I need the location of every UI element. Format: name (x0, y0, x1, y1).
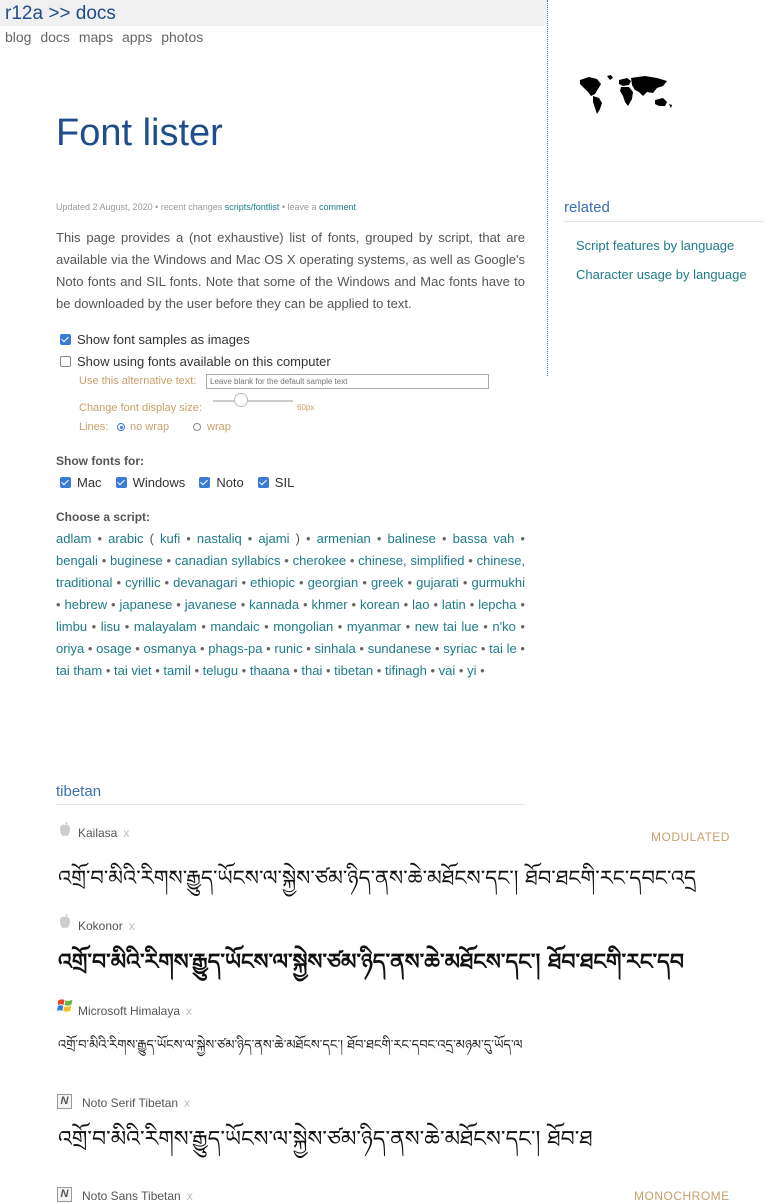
script-link-adlam[interactable]: adlam (56, 531, 92, 546)
script-separator: • (97, 553, 111, 568)
script-link-greek[interactable]: greek (370, 575, 404, 590)
script-link-bengali[interactable]: bengali (56, 553, 98, 568)
remove-font-button[interactable]: x (123, 826, 130, 840)
related-heading: related (564, 199, 610, 216)
script-link-limbu[interactable]: limbu (56, 619, 88, 634)
script-link-yi[interactable]: yi (467, 663, 477, 678)
script-separator: • (401, 619, 415, 634)
script-separator: • (280, 553, 293, 568)
script-separator: • (464, 553, 477, 568)
site-home-link[interactable]: r12a (5, 3, 44, 24)
page-title: Font lister (56, 112, 223, 154)
show-fonts-heading: Show fonts for: (56, 454, 144, 468)
script-link-ethiopic[interactable]: ethiopic (250, 575, 295, 590)
font-name-noto-sans-tibetan (82, 1189, 193, 1203)
script-link-new-tai-lue[interactable]: new tai lue (414, 619, 479, 634)
vendor-mac-checkbox[interactable] (60, 477, 71, 488)
script-link-balinese[interactable]: balinese (387, 531, 436, 546)
script-separator: • (259, 619, 274, 634)
script-separator: • (237, 575, 251, 590)
nav-maps[interactable]: maps (78, 29, 114, 45)
size-slider-thumb[interactable] (234, 393, 248, 407)
script-separator: • (299, 531, 317, 546)
script-link-gujarati[interactable]: gujarati (416, 575, 459, 590)
script-separator: • (322, 663, 335, 678)
script-link-ajami[interactable]: ajami (258, 531, 290, 546)
script-separator: • (162, 553, 175, 568)
style-tag: MONOCHROME (634, 1189, 730, 1203)
breadcrumb-separator: >> (48, 3, 71, 24)
site-title (5, 3, 116, 25)
script-link-korean[interactable]: korean (360, 597, 400, 612)
updated-mid-text: • leave a (281, 202, 317, 212)
script-separator: • (478, 619, 493, 634)
script-link-hebrew[interactable]: hebrew (64, 597, 108, 612)
updated-text: Updated 2 August, 2020 • recent changes (56, 202, 223, 212)
script-link-devanagari[interactable]: devanagari (173, 575, 238, 590)
size-label: Change font display size: (79, 402, 202, 414)
script-separator: • (120, 619, 134, 634)
font-name-label: Kokonor (78, 919, 123, 933)
show-local-checkbox[interactable] (60, 356, 71, 367)
script-separator: • (302, 641, 315, 656)
script-separator: • (289, 663, 302, 678)
script-separator: • (458, 575, 472, 590)
script-link-cherokee[interactable]: cherokee (292, 553, 347, 568)
windows-icon (57, 998, 74, 1014)
script-link-tai-viet[interactable]: tai viet (114, 663, 152, 678)
script-link-canadian-syllabics[interactable]: canadian syllabics (174, 553, 281, 568)
script-link-osmanya[interactable]: osmanya (143, 641, 197, 656)
script-separator: • (333, 619, 347, 634)
script-separator: • (358, 575, 371, 590)
script-link-malayalam[interactable]: malayalam (133, 619, 197, 634)
remove-font-button[interactable]: x (184, 1096, 191, 1110)
script-list: adlam • arabic ( kufi • nastaliq • ajami ) • armenian • balinese • bassa vah • bengali • buginese • canadian syllabics • cherokee • chinese, simplified • chinese, traditional • cyrillic • devanagari • ethiopic • georgian • greek • gujarati • gurmukhi • hebrew • japanese • javanese • kannada • khmer • korean • lao • latin • lepcha • limbu • lisu • malayalam • mandaic • mongolian • myanmar • new tai lue • n'ko • oriya • osage • osmanya • phags-pa • runic • sinhala • sundanese • syriac • tai le • tai tham • tai viet • tamil • telugu • thaana • thai • tibetan • tifinagh • vai • yi • (56, 531, 526, 678)
script-link-georgian[interactable]: georgian (307, 575, 359, 590)
comment-link[interactable]: comment (319, 202, 357, 212)
script-link-arabic[interactable]: arabic (108, 531, 144, 546)
script-link-telugu[interactable]: telugu (202, 663, 239, 678)
script-link-mongolian[interactable]: mongolian (273, 619, 334, 634)
section-divider (56, 804, 525, 805)
script-link-tai-tham[interactable]: tai tham (56, 663, 103, 678)
script-separator: • (102, 663, 115, 678)
vendor-sil-label: SIL (274, 475, 295, 490)
show-images-label: Show font samples as images (77, 332, 250, 347)
script-link-thaana[interactable]: thaana (249, 663, 290, 678)
script-link-japanese[interactable]: japanese (119, 597, 173, 612)
vendor-mac[interactable] (60, 475, 102, 490)
vendor-windows-label: Windows (132, 475, 186, 490)
size-slider-track[interactable] (213, 400, 293, 402)
script-separator: • (476, 663, 485, 678)
script-separator: • (236, 597, 250, 612)
script-separator: • (347, 597, 360, 612)
script-link-sinhala[interactable]: sinhala (314, 641, 356, 656)
script-separator: • (84, 641, 97, 656)
script-separator: • (151, 663, 164, 678)
nav-blog[interactable]: blog (5, 29, 32, 45)
script-link-latin[interactable]: latin (441, 597, 466, 612)
vendor-sil-checkbox[interactable] (258, 477, 269, 488)
script-link-cyrillic[interactable]: cyrillic (125, 575, 161, 590)
script-separator: • (431, 641, 444, 656)
script-link-lao[interactable]: lao (412, 597, 430, 612)
nowrap-label: no wrap (130, 421, 170, 433)
script-separator: • (399, 597, 413, 612)
script-link-lisu[interactable]: lisu (100, 619, 121, 634)
vendor-windows[interactable] (116, 475, 186, 490)
vendor-windows-checkbox[interactable] (116, 477, 127, 488)
script-separator: • (346, 553, 359, 568)
intro-paragraph: This page provides a (not exhaustive) list of fonts, grouped by script, that are available via the Windows and Mac OS X operating systems, as well as Google's Noto fonts and SIL fonts. Note that some of the Windows and Mac fonts have to be downloaded by the user before they can be applied to text. (56, 230, 525, 311)
script-separator: • (112, 575, 126, 590)
noto-icon: N (57, 1094, 72, 1109)
script-separator: • (515, 619, 525, 634)
lines-label: Lines: (79, 421, 109, 433)
section-title: tibetan (56, 783, 102, 800)
script-link-vai[interactable]: vai (438, 663, 456, 678)
script-link-bassa-vah[interactable]: bassa vah (452, 531, 515, 546)
script-link-tibetan[interactable]: tibetan (334, 663, 374, 678)
script-link-mandaic[interactable]: mandaic (210, 619, 260, 634)
script-separator: • (56, 597, 65, 612)
script-link-javanese[interactable]: javanese (184, 597, 237, 612)
show-images-option[interactable] (60, 332, 250, 347)
script-separator: • (241, 531, 259, 546)
apple-icon (57, 913, 73, 929)
script-separator: • (190, 663, 203, 678)
script-separator: • (294, 575, 308, 590)
related-divider (564, 221, 764, 222)
script-link-kannada[interactable]: kannada (249, 597, 300, 612)
font-name-label: Kailasa (78, 826, 118, 840)
script-separator: • (131, 641, 144, 656)
script-link-thai[interactable]: thai (301, 663, 323, 678)
remove-font-button[interactable]: x (128, 919, 135, 933)
script-separator: • (172, 597, 185, 612)
script-separator: • (455, 663, 468, 678)
vendor-noto-checkbox[interactable] (199, 477, 210, 488)
breadcrumb-docs-link[interactable]: docs (75, 3, 116, 24)
column-divider (547, 0, 548, 376)
nav-docs[interactable]: docs (40, 29, 70, 45)
script-link-nastaliq[interactable]: nastaliq (196, 531, 242, 546)
top-nav (5, 29, 208, 45)
font-name-label: Noto Sans Tibetan (82, 1189, 181, 1203)
script-separator: • (370, 531, 388, 546)
script-separator: • (373, 663, 385, 678)
script-separator: • (514, 531, 525, 546)
script-link-sundanese[interactable]: sundanese (367, 641, 432, 656)
remove-font-button[interactable]: x (186, 1004, 193, 1018)
script-separator: • (160, 575, 174, 590)
script-link-buginese[interactable]: buginese (110, 553, 163, 568)
script-link-tai-le[interactable]: tai le (489, 641, 517, 656)
wrap-radio[interactable] (193, 423, 201, 431)
script-separator: • (477, 641, 490, 656)
script-link-lepcha[interactable]: lepcha (478, 597, 517, 612)
font-sample: འགྲོ་བ་མིའི་རིགས་རྒྱུད་ཡོངས་ལ་སྐྱེས་ཙམ་ཉིད་ནས་ཆེ་མཐོངས་དང༌། ཐོབ་ཐ (58, 1127, 593, 1152)
nav-apps[interactable]: apps (121, 29, 153, 45)
script-separator: • (429, 597, 442, 612)
alt-text-input[interactable] (206, 374, 489, 389)
script-separator: • (107, 597, 120, 612)
show-local-label: Show using fonts available on this computer (77, 354, 331, 369)
script-link-kufi[interactable]: kufi (160, 531, 181, 546)
vendor-sil[interactable] (258, 475, 295, 490)
font-name-noto-serif-tibetan (82, 1096, 190, 1110)
script-separator: • (465, 597, 479, 612)
script-link-chinese-simplified[interactable]: chinese, simplified (358, 553, 465, 568)
show-images-checkbox[interactable] (60, 334, 71, 345)
nav-photos[interactable]: photos (161, 29, 204, 45)
script-link-gurmukhi[interactable]: gurmukhi (471, 575, 525, 590)
apple-icon (57, 821, 73, 837)
vendor-noto-label: Noto (216, 475, 244, 490)
script-separator: • (403, 575, 417, 590)
script-link-osage[interactable]: osage (96, 641, 132, 656)
script-link-myanmar[interactable]: myanmar (346, 619, 402, 634)
script-link-oriya[interactable]: oriya (56, 641, 85, 656)
world-map-icon (577, 74, 677, 116)
script-link-chinese-traditional[interactable]: chinese, traditional (56, 553, 526, 590)
script-link-tifinagh[interactable]: tifinagh (384, 663, 427, 678)
nowrap-radio[interactable] (117, 423, 125, 431)
script-separator: • (426, 663, 439, 678)
script-link-armenian[interactable]: armenian (316, 531, 371, 546)
script-separator: • (87, 619, 101, 634)
alt-text-label: Use this alternative text: (79, 375, 197, 387)
choose-script-heading: Choose a script: (56, 510, 151, 524)
script-link-runic[interactable]: runic (274, 641, 303, 656)
script-link-tamil[interactable]: tamil (163, 663, 191, 678)
vendor-mac-label: Mac (77, 475, 102, 490)
script-separator: • (435, 531, 453, 546)
size-value: 60px (297, 403, 315, 412)
script-link-n-ko[interactable]: n'ko (492, 619, 516, 634)
script-separator: • (196, 641, 209, 656)
script-link-khmer[interactable]: khmer (311, 597, 348, 612)
updated-line (56, 202, 356, 212)
script-separator: • (516, 641, 525, 656)
style-tag: MODULATED (651, 830, 730, 844)
vendor-noto[interactable] (199, 475, 243, 490)
font-name-label: Noto Serif Tibetan (82, 1096, 179, 1110)
noto-icon: N (57, 1187, 72, 1202)
font-name-microsoft-himalaya (78, 1004, 192, 1018)
script-link-syriac[interactable]: syriac (443, 641, 478, 656)
script-separator: • (196, 619, 211, 634)
script-separator: • (180, 531, 197, 546)
script-separator: • (262, 641, 275, 656)
font-name-kokonor (78, 919, 135, 933)
vendor-filters (60, 475, 308, 490)
remove-font-button[interactable]: x (186, 1189, 193, 1203)
recent-changes-link[interactable]: scripts/fontlist (224, 202, 280, 212)
script-link-phags-pa[interactable]: phags-pa (208, 641, 263, 656)
font-name-label: Microsoft Himalaya (78, 1004, 181, 1018)
wrap-label: wrap (207, 421, 231, 433)
script-separator: • (355, 641, 368, 656)
font-name-kailasa (78, 826, 129, 840)
font-sample: འགྲོ་བ་མིའི་རིགས་རྒྱུད་ཡོངས་ལ་སྐྱེས་ཙམ་ཉིད་ནས་ཆེ་མཐོངས་དང༌། ཐོབ་ཐངགི་རང་དབང་འདྲ (58, 866, 697, 890)
script-separator: • (91, 531, 109, 546)
font-sample: འགྲོ་བ་མིའི་རིགས་རྒྱུད་ཡོངས་ལ་སྐྱེས་ཙམ་ཉིད་ནས་ཆེ་མཐོངས་དང༌། ཐོབ་ཐངགི་རང་དབང་འདྲ་མཉམ་དུ་ཡོད་ལ (58, 1038, 523, 1053)
show-local-option[interactable] (60, 354, 331, 369)
related-link-character-usage[interactable]: Character usage by language (576, 267, 747, 282)
script-separator: • (238, 663, 250, 678)
related-link-script-features[interactable]: Script features by language (576, 238, 735, 253)
font-sample: འགྲོ་བ་མིའི་རིགས་རྒྱུད་ཡོངས་ལ་སྐྱེས་ཙམ་ཉིད་ནས་ཆེ་མཐོངས་དང༌། ཐོབ་ཐངགི་རང་དབ (58, 950, 685, 975)
script-separator: • (516, 597, 525, 612)
script-separator: • (299, 597, 312, 612)
